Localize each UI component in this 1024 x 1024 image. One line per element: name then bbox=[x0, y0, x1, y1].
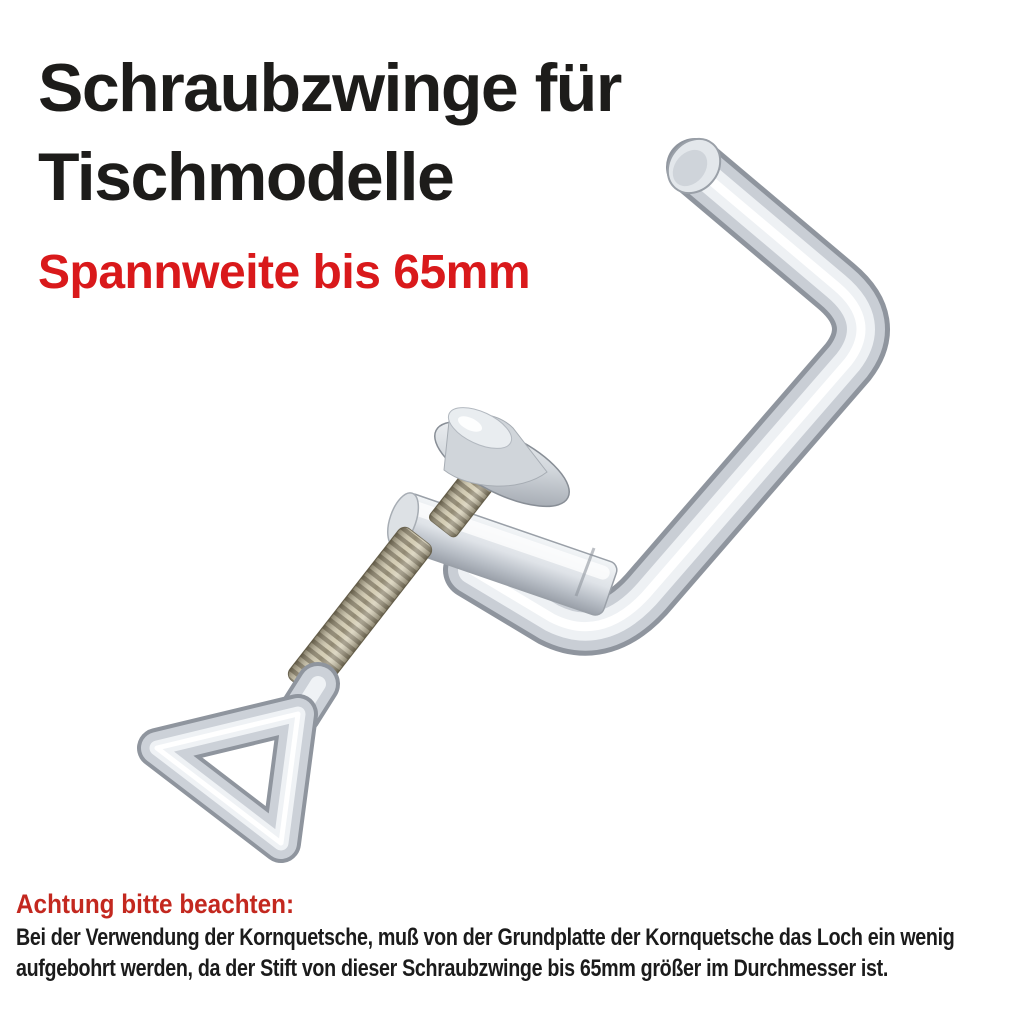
span-width-highlight: Spannweite bis 65mm bbox=[38, 246, 530, 299]
notice-line-1: Bei der Verwendung der Kornquetsche, muß von der Grundplatte der Kornquetsche das Loch ein wenig bbox=[16, 924, 955, 951]
product-title-line1: Schraubzwinge für bbox=[38, 50, 621, 126]
product-title bbox=[38, 44, 621, 222]
notice-block bbox=[16, 889, 1016, 984]
product-title-line2: Tischmodelle bbox=[38, 139, 454, 215]
notice-line-2: aufgebohrt werden, da der Stift von dieser Schraubzwinge bis 65mm größer im Durchmesser ist. bbox=[16, 955, 889, 982]
handle-loop bbox=[157, 684, 318, 843]
notice-heading: Achtung bitte beachten: bbox=[16, 889, 295, 919]
